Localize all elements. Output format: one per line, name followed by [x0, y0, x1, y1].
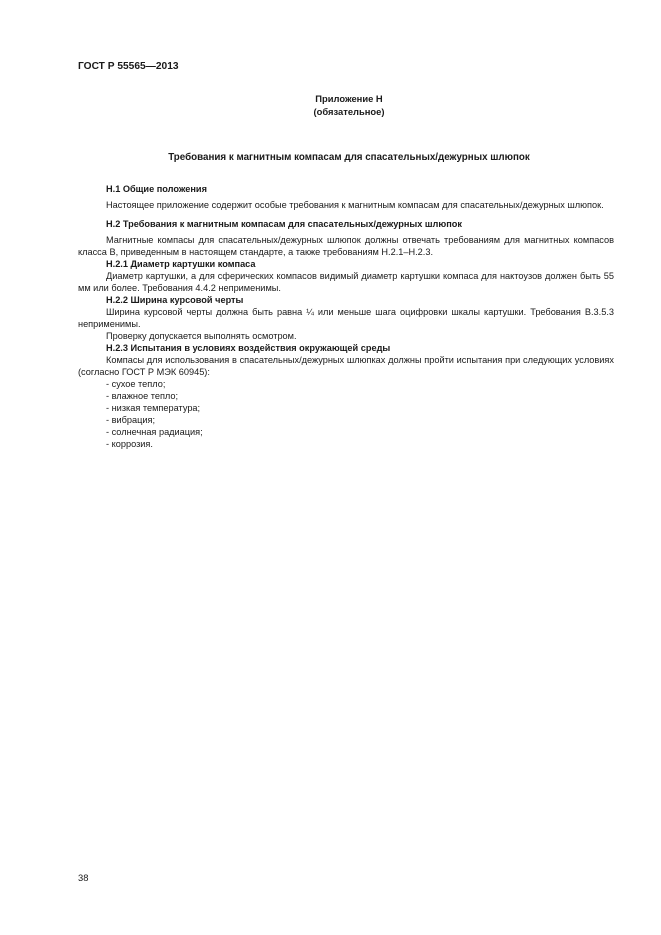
document-body	[78, 183, 614, 450]
list-item: - коррозия.	[106, 439, 153, 449]
paragraph-h21: Диаметр картушки, а для сферических компасов видимый диаметр картушки компаса для нактоузов должен быть 55 мм или более. Требования 4.4.2 неприменимы.	[78, 271, 614, 293]
appendix-subtitle: (обязательное)	[313, 106, 385, 117]
section-heading-h21: Н.2.1 Диаметр картушки компаса	[106, 259, 256, 269]
paragraph-h2: Магнитные компасы для спасательных/дежурных шлюпок должны отвечать требованиям для магнитных компасов класса В, приведенным в настоящем стандарте, а также требованиям Н.2.1–Н.2.3.	[78, 235, 614, 257]
list-item: - солнечная радиация;	[106, 427, 203, 437]
paragraph-h22a: Ширина курсовой черты должна быть равна ¼ или меньше шага оцифровки шкалы картушки. Требования В.3.5.3 неприменимы.	[78, 307, 614, 329]
section-heading-h2: Н.2 Требования к магнитным компасам для спасательных/дежурных шлюпок	[106, 219, 462, 229]
appendix-title: Приложение Н	[315, 93, 383, 104]
page-number: 38	[78, 872, 89, 883]
section-heading-h22: Н.2.2 Ширина курсовой черты	[106, 295, 244, 305]
document-title: Требования к магнитным компасам для спасательных/дежурных шлюпок	[168, 152, 530, 163]
paragraph-h23: Компасы для использования в спасательных/дежурных шлюпках должны пройти испытания при следующих условиях (согласно ГОСТ Р МЭК 60945):	[78, 355, 614, 377]
list-item: - влажное тепло;	[106, 391, 179, 401]
paragraph-h22b: Проверку допускается выполнять осмотром.	[106, 331, 297, 341]
section-heading-h1: Н.1 Общие положения	[106, 184, 207, 194]
list-item: - низкая температура;	[106, 403, 201, 413]
section-heading-h23: Н.2.3 Испытания в условиях воздействия окружающей среды	[106, 343, 391, 353]
list-item: - вибрация;	[106, 415, 156, 425]
list-item: - сухое тепло;	[106, 379, 166, 389]
paragraph-h1: Настоящее приложение содержит особые требования к магнитным компасам для спасательных/дежурных шлюпок.	[106, 200, 604, 210]
standard-header: ГОСТ Р 55565—2013	[78, 61, 179, 72]
appendix-heading	[0, 92, 661, 118]
